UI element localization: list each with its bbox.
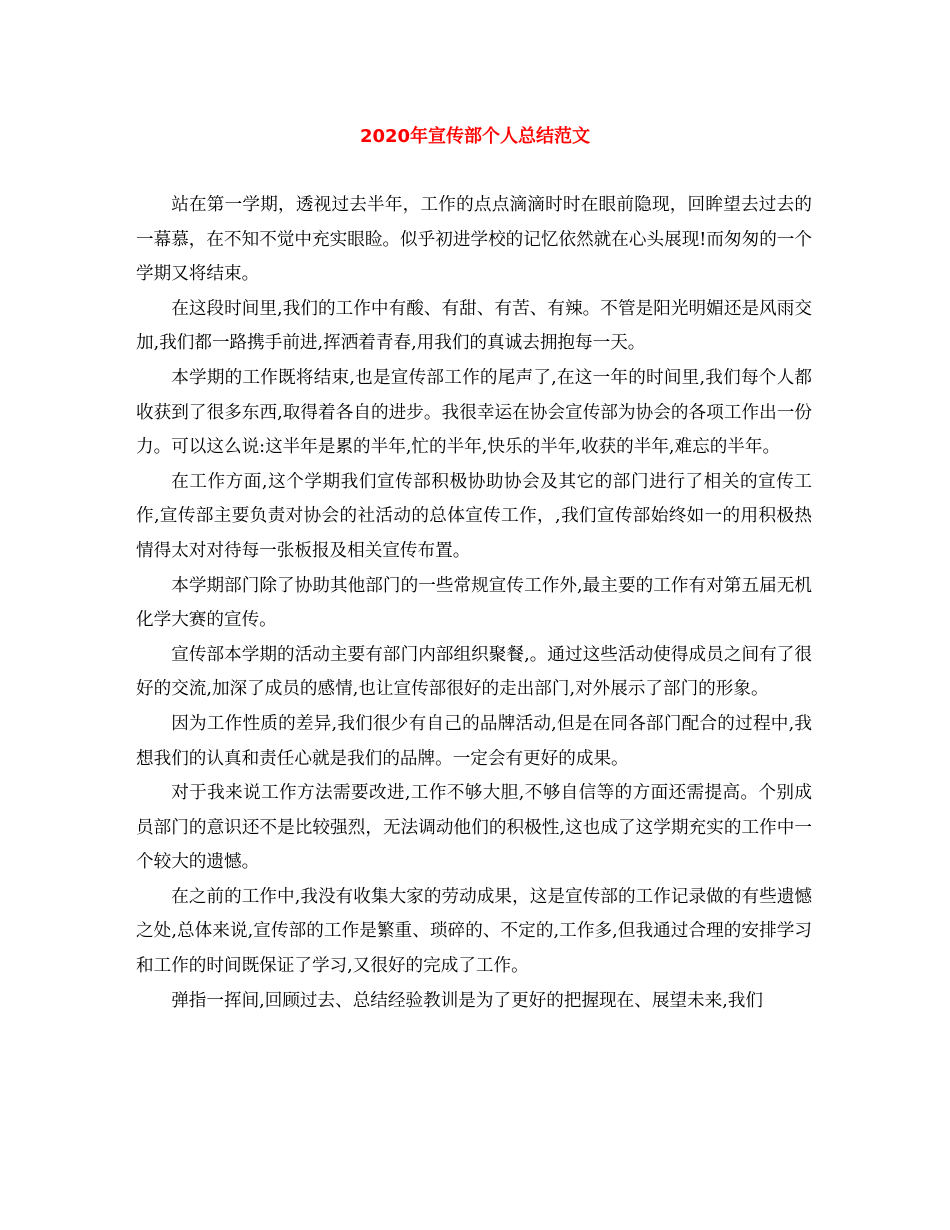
paragraph: 在工作方面,这个学期我们宣传部积极协助协会及其它的部门进行了相关的宣传工作,宣传部主要负责对协会的社活动的总体宣传工作，,我们宣传部始终如一的用积极热情得太对对待每一张板报及相关宣传布置。 (136, 471, 812, 561)
paragraph: 对于我来说工作方法需要改进,工作不够大胆,不够自信等的方面还需提高。个别成员部门的意识还不是比较强烈，无法调动他们的积极性,这也成了这学期充实的工作中一个较大的遗憾。 (136, 783, 812, 873)
paragraph: 站在第一学期，透视过去半年，工作的点点滴滴时时在眼前隐现，回眸望去过去的一幕慕，在不知不觉中充实眼睑。似乎初进学校的记忆依然就在心头展现!而匆匆的一个学期又将结束。 (136, 195, 812, 285)
paragraph: 在这段时间里,我们的工作中有酸、有甜、有苦、有辣。不管是阳光明媚还是风雨交加,我们都一路携手前进,挥洒着青春,用我们的真诚去拥抱每一天。 (136, 298, 812, 354)
paragraph: 本学期的工作既将结束,也是宣传部工作的尾声了,在这一年的时间里,我们每个人都收获到了很多东西,取得着各自的进步。我很幸运在协会宣传部为协会的各项工作出一份力。可以这么说:这半年是累的半年,忙的半年,快乐的半年,收获的半年,难忘的半年。 (136, 367, 812, 458)
document-title: 2020年宣传部个人总结范文 (359, 126, 591, 147)
paragraph: 弹指一挥间,回顾过去、总结经验教训是为了更好的把握现在、展望未来,我们 (171, 990, 763, 1011)
document-body (136, 188, 812, 1018)
paragraph: 宣传部本学期的活动主要有部门内部组织聚餐,。通过这些活动使得成员之间有了很好的交流,加深了成员的感情,也让宣传部很好的走出部门,对外展示了部门的形象。 (136, 644, 812, 700)
paragraph: 因为工作性质的差异,我们很少有自己的品牌活动,但是在同各部门配合的过程中,我想我们的认真和责任心就是我们的品牌。一定会有更好的成果。 (136, 713, 812, 769)
paragraph: 本学期部门除了协助其他部门的一些常规宣传工作外,最主要的工作有对第五届无机化学大赛的宣传。 (136, 575, 812, 631)
paragraph: 在之前的工作中,我没有收集大家的劳动成果，这是宣传部的工作记录做的有些遗憾之处,总体来说,宣传部的工作是繁重、琐碎的、不定的,工作多,但我通过合理的安排学习和工作的时间既保证了学习,又很好的完成了工作。 (136, 886, 812, 977)
